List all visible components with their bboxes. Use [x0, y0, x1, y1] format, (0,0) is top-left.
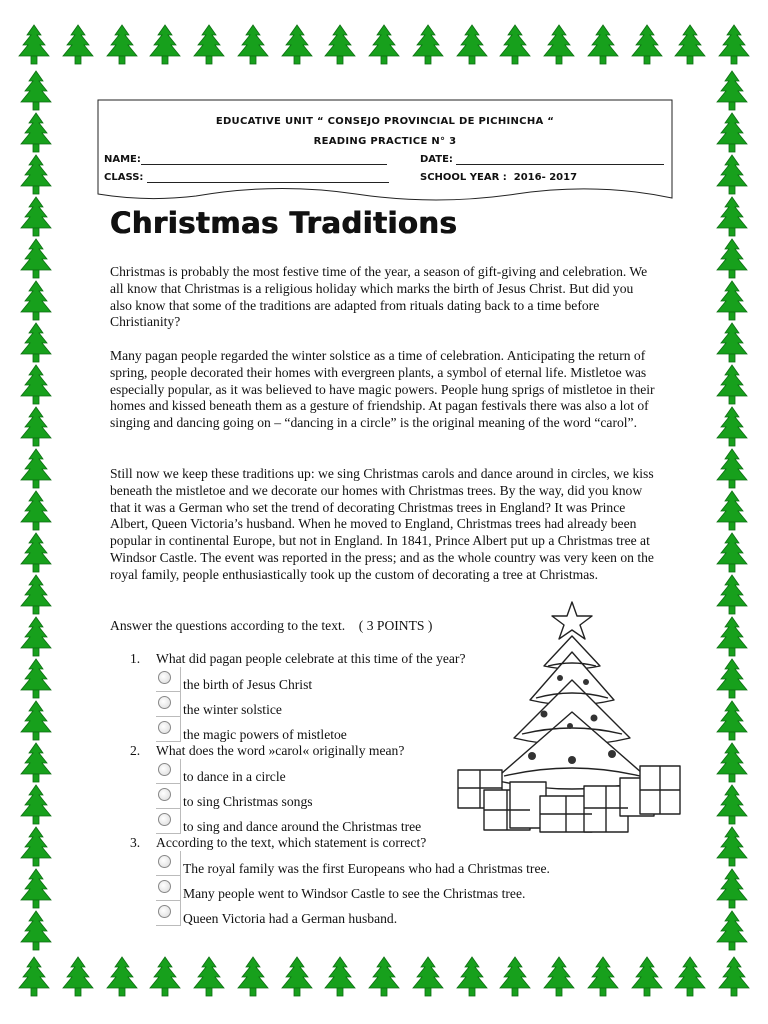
christmas-tree-icon: [16, 826, 56, 868]
q3-option-1[interactable]: The royal family was the first Europeans who had a Christmas tree.: [156, 861, 550, 877]
q2-option-3[interactable]: to sing and dance around the Christmas tree: [156, 819, 421, 835]
christmas-tree-icon: [495, 956, 535, 998]
christmas-tree-icon: [16, 532, 56, 574]
question-text: What did pagan people celebrate at this time of the year?: [156, 651, 466, 666]
christmas-tree-icon: [539, 956, 579, 998]
christmas-tree-icon: [714, 24, 754, 66]
christmas-tree-icon: [102, 24, 142, 66]
instructions: Answer the questions according to the text. ( 3 POINTS ): [110, 618, 433, 633]
school-year-value: 2016- 2017: [513, 172, 578, 183]
christmas-tree-icon: [16, 154, 56, 196]
christmas-tree-icon: [16, 700, 56, 742]
christmas-tree-icon: [712, 154, 752, 196]
radio-icon[interactable]: [158, 880, 171, 893]
christmas-tree-icon: [712, 70, 752, 112]
christmas-tree-icon: [102, 956, 142, 998]
question-2: [130, 743, 404, 759]
christmas-tree-icon: [712, 406, 752, 448]
christmas-tree-icon: [452, 24, 492, 66]
christmas-tree-icon: [16, 490, 56, 532]
christmas-tree-icon: [712, 532, 752, 574]
date-field[interactable]: [420, 154, 664, 165]
christmas-tree-icon: [712, 238, 752, 280]
christmas-tree-icon: [364, 24, 404, 66]
class-label: CLASS:: [104, 172, 144, 183]
paragraph: Still now we keep these traditions up: we sing Christmas carols and dance around in circles, we kiss beneath the mistletoe and we decorate our homes with Christmas trees. By the way, did you know that it was a German who set the trend of decorating Christmas trees in England? It was Prince Albert, Queen Victoria’s husband. When he moved to England, Christmas trees had already been popular in continental Europe, but not in England. In 1841, Prince Albert put up a Christmas tree at Windsor Castle. The event was reported in the press; and as the whole country was very keen on the royal family, people enthusiastically took up the custom of decorating a tree at Christmas.: [110, 466, 654, 582]
practice-title: READING PRACTICE N° 3: [313, 136, 457, 147]
christmas-tree-icon: [712, 196, 752, 238]
question-number: 3.: [130, 835, 141, 850]
christmas-tree-icon: [712, 280, 752, 322]
christmas-tree-icon: [712, 364, 752, 406]
q2-option-1[interactable]: to dance in a circle: [156, 769, 286, 785]
christmas-tree-icon: [712, 868, 752, 910]
christmas-tree-icon: [408, 956, 448, 998]
christmas-tree-icon: [320, 956, 360, 998]
christmas-tree-icon: [320, 24, 360, 66]
christmas-tree-icon: [712, 490, 752, 532]
christmas-tree-icon: [16, 574, 56, 616]
tree-border-right: [710, 70, 754, 950]
christmas-tree-icon: [16, 280, 56, 322]
christmas-tree-icon: [712, 112, 752, 154]
q3-option-3[interactable]: Queen Victoria had a German husband.: [156, 911, 397, 927]
christmas-tree-icon: [712, 658, 752, 700]
christmas-tree-icon: [670, 956, 710, 998]
christmas-tree-icon: [627, 24, 667, 66]
christmas-tree-icon: [452, 956, 492, 998]
christmas-tree-icon: [16, 364, 56, 406]
christmas-tree-icon: [16, 448, 56, 490]
paragraph: Christmas is probably the most festive time of the year, a season of gift-giving and celebration. We all know that Christmas is a religious holiday which marks the birth of Jesus Christ. But did you also know that some of the traditions are adapted from rituals dating back to a time before Christianity?: [110, 264, 648, 330]
christmas-tree-icon: [16, 112, 56, 154]
christmas-tree-illustration: [444, 600, 696, 838]
page-title: Christmas Traditions: [110, 206, 458, 240]
christmas-tree-icon: [712, 322, 752, 364]
tree-border-top: [14, 24, 754, 66]
christmas-tree-icon: [627, 956, 667, 998]
paragraph: Many pagan people regarded the winter solstice as a time of celebration. Anticipating the return of spring, people decorated their homes with evergreen plants, a symbol of eternal life. Mistletoe was especially popular, as it was believed to have magic powers. People hung sprigs of mistletoe in their homes and kissed beneath them as a gesture of friendship. At pagan festivals there was also a lot of singing and dancing going on – “dancing in a circle” is the original meaning of the word “carol”.: [110, 348, 655, 431]
radio-icon[interactable]: [158, 788, 171, 801]
christmas-tree-icon: [583, 24, 623, 66]
christmas-tree-icon: [364, 956, 404, 998]
christmas-tree-icon: [233, 24, 273, 66]
school-year-label: SCHOOL YEAR :: [420, 172, 507, 183]
question-text: What does the word »carol« originally mean?: [156, 743, 405, 758]
class-field[interactable]: [104, 172, 389, 183]
radio-icon[interactable]: [158, 696, 171, 709]
tree-border-bottom: [14, 956, 754, 1002]
christmas-tree-icon: [16, 322, 56, 364]
christmas-tree-icon: [714, 956, 754, 998]
radio-icon[interactable]: [158, 813, 171, 826]
christmas-tree-icon: [16, 406, 56, 448]
radio-icon[interactable]: [158, 671, 171, 684]
christmas-tree-icon: [712, 700, 752, 742]
question-text: According to the text, which statement is correct?: [156, 835, 427, 850]
christmas-tree-icon: [670, 24, 710, 66]
christmas-tree-icon: [712, 826, 752, 868]
radio-icon[interactable]: [158, 855, 171, 868]
christmas-tree-icon: [189, 956, 229, 998]
christmas-tree-icon: [16, 868, 56, 910]
radio-icon[interactable]: [158, 763, 171, 776]
christmas-tree-icon: [712, 448, 752, 490]
school-name: EDUCATIVE UNIT “ CONSEJO PROVINCIAL DE PICHINCHA “: [215, 116, 555, 127]
christmas-tree-icon: [277, 956, 317, 998]
q2-option-2[interactable]: to sing Christmas songs: [156, 794, 313, 810]
christmas-tree-icon: [539, 24, 579, 66]
christmas-tree-icon: [16, 742, 56, 784]
christmas-tree-icon: [189, 24, 229, 66]
christmas-tree-icon: [583, 956, 623, 998]
christmas-tree-icon: [16, 910, 56, 952]
christmas-tree-icon: [495, 24, 535, 66]
question-number: 2.: [130, 743, 141, 758]
christmas-tree-icon: [16, 616, 56, 658]
christmas-tree-icon: [16, 658, 56, 700]
radio-icon[interactable]: [158, 721, 171, 734]
christmas-tree-icon: [408, 24, 448, 66]
name-label: NAME:: [104, 154, 141, 165]
christmas-tree-icon: [16, 196, 56, 238]
christmas-tree-icon: [145, 956, 185, 998]
christmas-tree-icon: [16, 238, 56, 280]
christmas-tree-icon: [712, 742, 752, 784]
christmas-tree-icon: [277, 24, 317, 66]
header-box: [96, 98, 674, 202]
q1-option-1[interactable]: the birth of Jesus Christ: [156, 677, 312, 693]
christmas-tree-icon: [233, 956, 273, 998]
christmas-tree-icon: [58, 24, 98, 66]
q1-option-2[interactable]: the winter solstice: [156, 702, 282, 718]
q3-option-2[interactable]: Many people went to Windsor Castle to see the Christmas tree.: [156, 886, 525, 902]
christmas-tree-icon: [58, 956, 98, 998]
christmas-tree-icon: [712, 910, 752, 952]
christmas-tree-icon: [14, 24, 54, 66]
name-field[interactable]: [104, 154, 387, 165]
christmas-tree-icon: [16, 784, 56, 826]
christmas-tree-icon: [712, 574, 752, 616]
question-3: [130, 835, 426, 851]
christmas-tree-icon: [145, 24, 185, 66]
question-number: 1.: [130, 651, 141, 666]
school-year: [420, 172, 577, 183]
christmas-tree-icon: [712, 784, 752, 826]
christmas-tree-icon: [712, 616, 752, 658]
tree-border-left: [14, 70, 58, 950]
christmas-tree-icon: [14, 956, 54, 998]
radio-icon[interactable]: [158, 905, 171, 918]
date-label: DATE:: [420, 154, 453, 165]
christmas-tree-icon: [16, 70, 56, 112]
question-1: [130, 651, 466, 667]
q1-option-3[interactable]: the magic powers of mistletoe: [156, 727, 347, 743]
decorated-tree-icon: [444, 600, 696, 838]
